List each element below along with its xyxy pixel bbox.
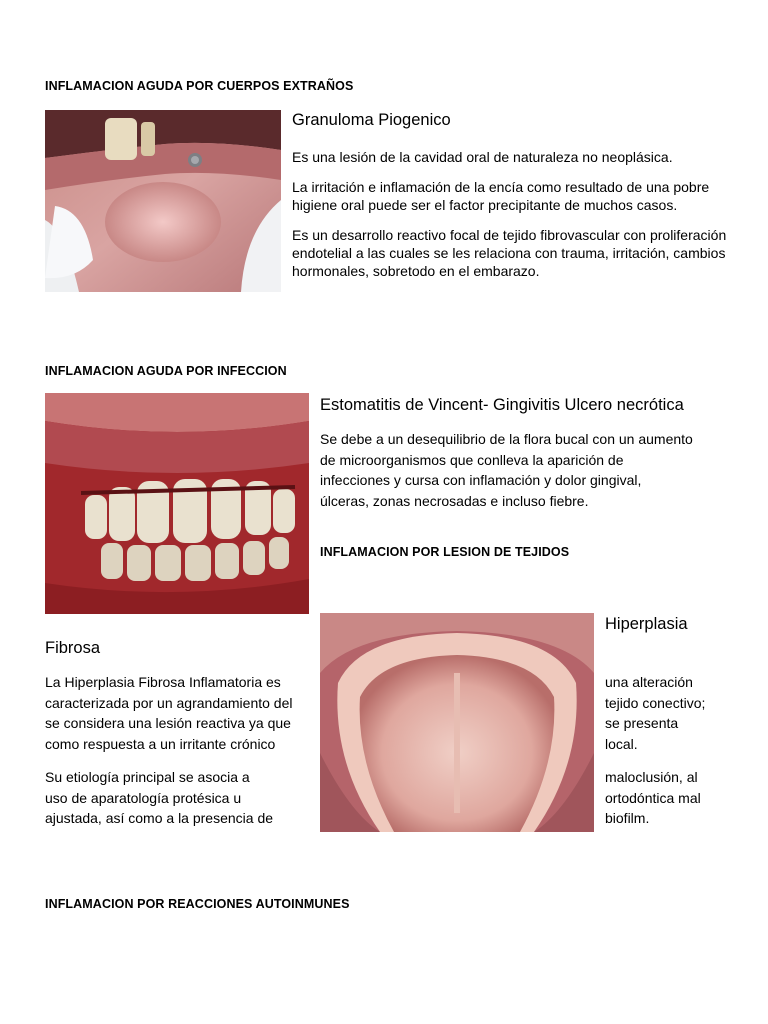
section-heading-tissue-lesion: INFLAMACION POR LESION DE TEJIDOS [320, 545, 570, 559]
paragraph-line: ortodóntica mal [605, 789, 701, 806]
paragraph-line: se presenta [605, 715, 679, 732]
paragraph-line: Se debe a un desequilibrio de la flora bucal con un aumento [320, 431, 693, 447]
paragraph-line: como respuesta a un irritante crónico [45, 736, 276, 753]
paragraph-line: biofilm. [605, 810, 650, 827]
paragraph-line: infecciones y cursa con inflamación y dolor gingival, [320, 472, 642, 489]
section-heading-infection: INFLAMACION AGUDA POR INFECCION [45, 364, 287, 378]
paragraph-line: uso de aparatología protésica u [45, 789, 242, 806]
section3-left-text-1 [45, 672, 293, 755]
paragraph-line: una alteración [605, 674, 693, 690]
paragraph-line: local. [605, 736, 638, 753]
paragraph: Es una lesión de la cavidad oral de naturaleza no neoplásica. [292, 149, 673, 165]
title-vincent-stomatitis: Estomatitis de Vincent- Gingivitis Ulcero necrótica [320, 396, 684, 414]
paragraph-line: La Hiperplasia Fibrosa Inflamatoria es [45, 674, 281, 690]
section3-right-text-2 [605, 767, 701, 829]
section-heading-autoimmune: INFLAMACION POR REACCIONES AUTOINMUNES [45, 897, 350, 911]
paragraph-line: caracterizada por un agrandamiento del [45, 694, 293, 711]
section3-left-text-2 [45, 767, 273, 829]
paragraph: La irritación e inflamación de la encía como resultado de una pobre higiene oral puede ser el factor precipitante de muchos casos. [292, 179, 710, 213]
paragraph-line: maloclusión, al [605, 769, 698, 785]
title-granuloma-piogenico: Granuloma Piogenico [292, 111, 451, 129]
paragraph-line: se considera una lesión reactiva ya que [45, 715, 291, 732]
section-heading-foreign-bodies: INFLAMACION AGUDA POR CUERPOS EXTRAÑOS [45, 79, 354, 93]
title-fibrosa: Fibrosa [45, 639, 101, 657]
section1-body [292, 148, 732, 280]
paragraph-line: de microorganismos que conlleva la aparición de [320, 451, 624, 468]
paragraph-line: ajustada, así como a la presencia de [45, 810, 274, 827]
paragraph-line: úlceras, zonas necrosadas e incluso fiebre. [320, 493, 589, 510]
photo-pyogenic-granuloma [45, 110, 281, 292]
section2-body [320, 429, 693, 512]
section3-right-text-1 [605, 672, 705, 755]
photo-fibrous-hyperplasia [320, 613, 594, 832]
photo-vincent-stomatitis [45, 393, 309, 614]
title-hiperplasia: Hiperplasia [605, 615, 688, 633]
paragraph-line: tejido conectivo; [605, 694, 706, 711]
paragraph-line: Su etiología principal se asocia a [45, 769, 250, 785]
paragraph: Es un desarrollo reactivo focal de tejido fibrovascular con proliferación endotelial a las cuales se les relaciona con trauma, irritación, cambios hormonales, sobretodo en el embarazo. [292, 227, 727, 279]
